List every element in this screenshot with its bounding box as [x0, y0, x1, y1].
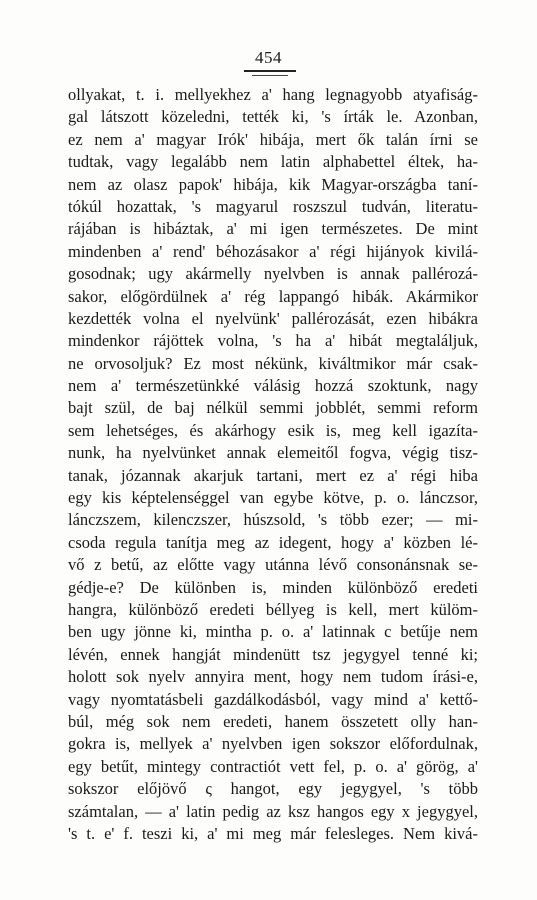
text-line: ez nem a' magyar Irók' hibája, mert ők talán írni se: [68, 129, 478, 149]
text-line: sem lehetséges, és akárhogy esik is, meg kell igazíta-: [68, 420, 478, 440]
text-line: lévén, ennek hangját mindenütt tsz jegygyel tenné ki;: [68, 644, 478, 664]
text-line: hangra, különböző eredeti béllyeg is kell, mert külöm-: [68, 599, 478, 619]
text-line: mindenkor rájöttek volna, 's ha a' hibát megtaláljuk,: [68, 331, 478, 351]
header-rule-secondary: [252, 75, 288, 76]
text-line: nunk, ha nyelvünket annak elemeitől fogva, végig tisz-: [68, 443, 478, 463]
header-rule: [244, 70, 296, 72]
text-line: kezdették volna el nyelvünk' pallérozását, ezen hibákra: [68, 308, 478, 328]
body-text: [68, 84, 478, 845]
text-line: 's t. e' f. teszi ki, a' mi meg már felesleges. Nem kivá-: [68, 823, 478, 843]
page-number: 454: [255, 48, 282, 67]
text-line: sakor, előgördülnek a' rég lappangó hibák. Akármikor: [68, 286, 478, 306]
text-line: számtalan, — a' latin pedig az ksz hangos egy x jegygyel,: [68, 801, 478, 821]
text-line: tudtak, vagy legalább nem latin alphabettel éltek, ha-: [68, 152, 478, 172]
text-line: lánczszem, kilenczszer, húszsold, 's több ezer; — mi-: [68, 510, 478, 530]
text-line: gal látszott közeledni, tették ki, 's írták le. Azonban,: [68, 107, 478, 127]
text-line: gédje-e? De különben is, minden különböző eredeti: [68, 577, 478, 597]
text-line: ben ugy jönne ki, mintha p. o. a' latinnak c betűje nem: [68, 622, 478, 642]
text-line: tókúl hozattak, 's magyarul roszszul tudván, literatu-: [68, 196, 478, 216]
text-line: nem az olasz papok' hibája, kik Magyar-országba taní-: [68, 174, 478, 194]
text-line: egy kis képtelenséggel van egybe kötve, p. o. lánczsor,: [68, 488, 478, 508]
text-line: rájában is hibáztak, a' mi igen természetes. De mint: [68, 219, 478, 239]
text-line: mindenben a' rend' béhozásakor a' régi hijányok kivilá-: [68, 241, 478, 261]
text-line: csoda regula tanítja meg az idegent, hogy a' közben lé-: [68, 532, 478, 552]
text-line: tanak, józannak akarjuk tartani, mert ez a' régi hiba: [68, 465, 478, 485]
text-line: vagy nyomtatásbeli gazdálkodásból, vagy mind a' kettő-: [68, 689, 478, 709]
text-line: gosodnak; ugy akármelly nyelvben is annak pallérozá-: [68, 264, 478, 284]
text-line: vő z betű, az előtte vagy utánna lévő consonánsnak se-: [68, 555, 478, 575]
text-line: ollyakat, t. i. mellyekhez a' hang legnagyobb atyafiság-: [68, 85, 478, 104]
text-line: gokra is, mellyek a' nyelvben igen sokszor előfordulnak,: [68, 734, 478, 754]
text-line: holott sok nyelv annyira ment, hogy nem tudom írási-e,: [68, 667, 478, 687]
text-line: ne orvosoljuk? Ez most nékünk, kiváltmikor már csak-: [68, 353, 478, 373]
text-line: bajt szül, de baj nélkül semmi jobblét, semmi reform: [68, 398, 478, 418]
text-line: búl, még sok nem eredeti, hanem összetett olly han-: [68, 711, 478, 731]
text-line: sokszor előjövő ς hangot, egy jegygyel, 's több: [68, 779, 478, 799]
text-line: nem a' természetünkké válásig hozzá szoktunk, nagy: [68, 376, 478, 396]
text-line: egy betűt, mintegy contractiót vett fel, p. o. a' görög, a': [68, 756, 478, 776]
